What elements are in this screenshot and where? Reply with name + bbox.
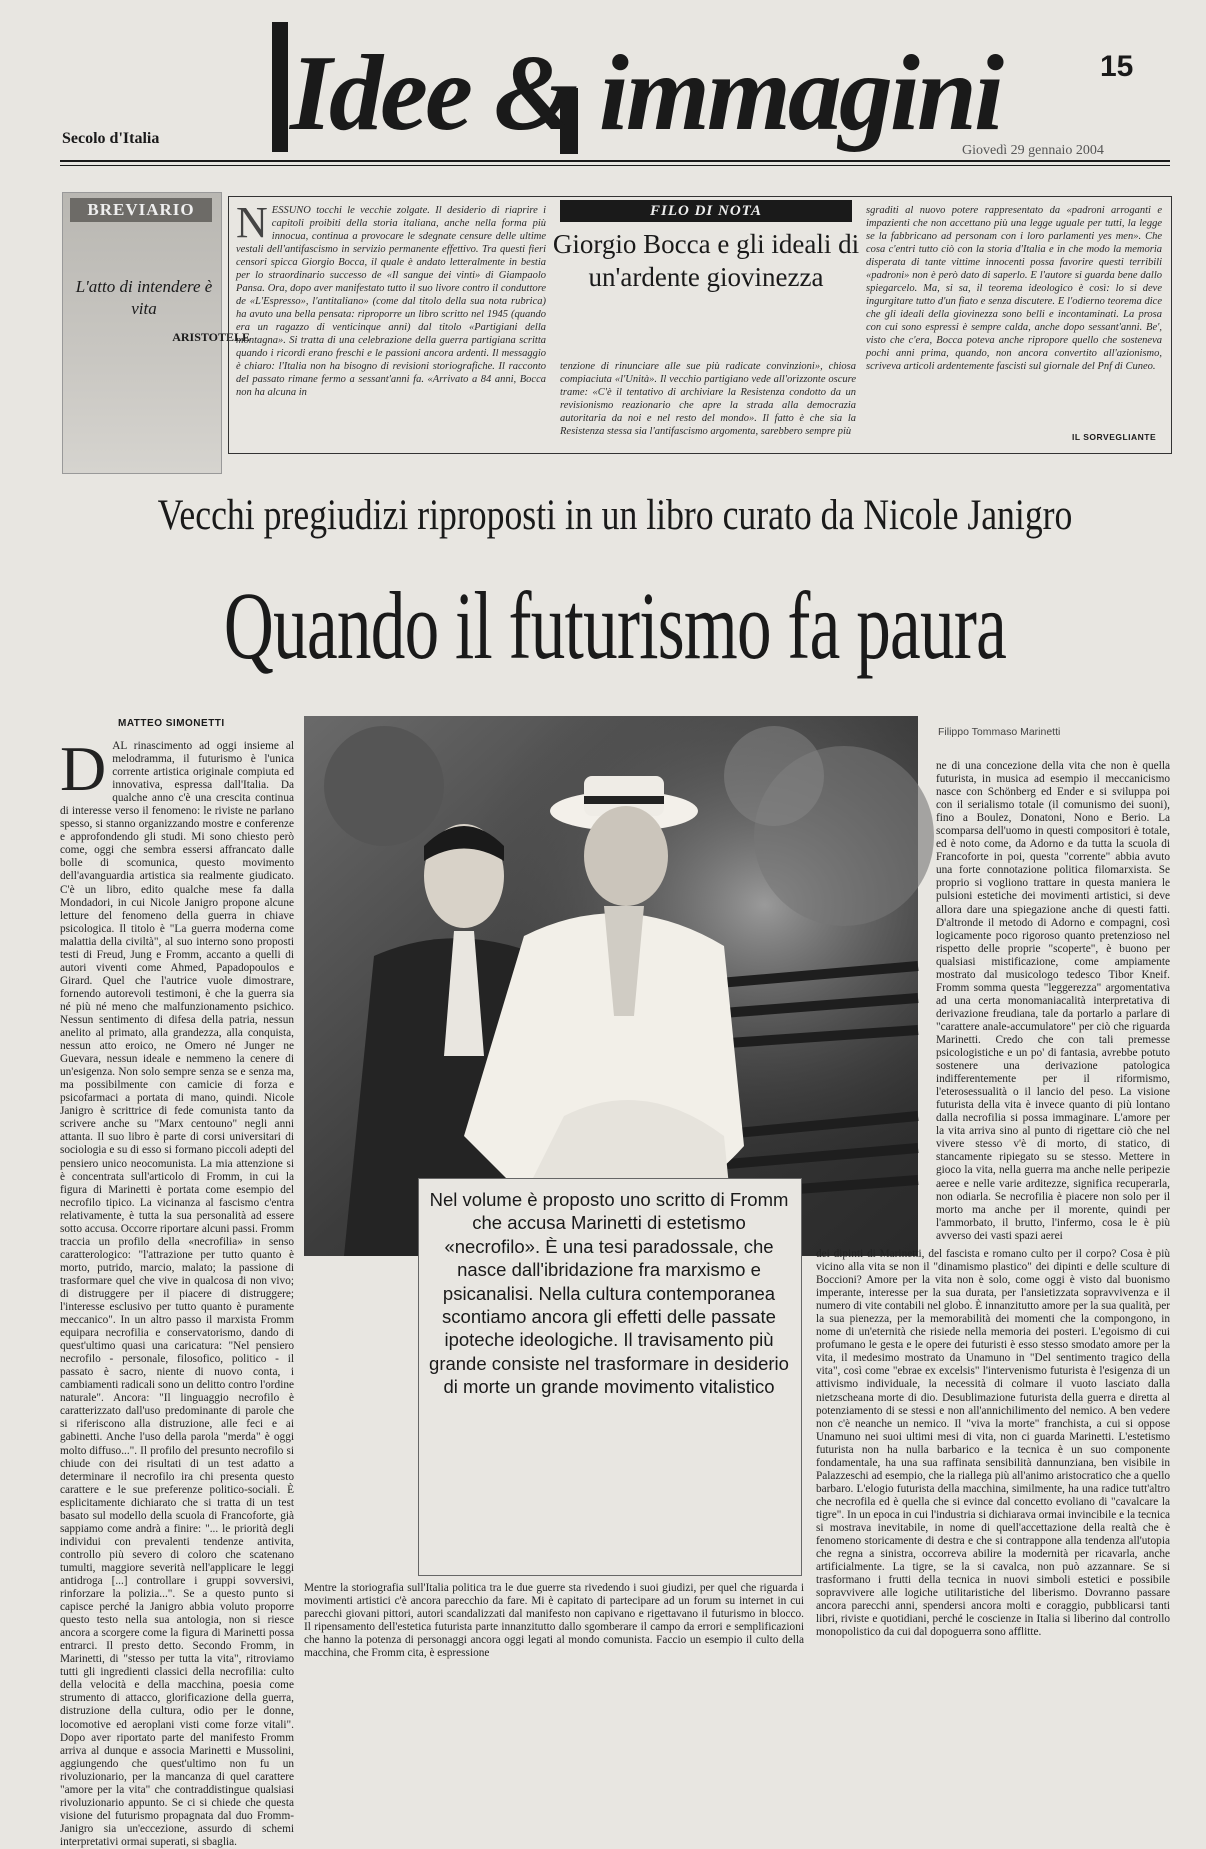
nota-column-2: tenzione di rinunciare alle sue più radicate convinzioni», chiosa compiaciuta «l'Unità». Il vecchio partigiano vede all'orizzonte oscure trame: «C'è il tentativo di archiviare la Resistenza condotto da un revisionismo reazionario che apre la strada alla democrazia autoritaria da noi e nel resto del mondo». Il fatto è che sia la Resistenza stessa sia l'antifascismo argomenta, sarebbero sempre più [560,361,856,437]
nota-column-1 [236,198,546,424]
breviario-label: BREVIARIO [70,198,212,222]
breviario-quote: L'atto di intendere è vita [75,277,213,318]
photo-caption: Filippo Tommaso Marinetti [938,726,1061,738]
nota-label: FILO DI NOTA [560,200,852,222]
nota-dropcap: N [236,198,268,247]
nota-column-1-text: ESSUNO tocchi le vecchie zolgate. Il desiderio di riaprire i capitoli proibiti della storia italiana, anche nella forma più innocua, continua a provocare le sdegnate censure delle ultime vestali dell'antifascismo in servizio permanente effettivo. Tra questi fieri censori spicca Giorgio Bocca, il quale è andato letteralmente in bestia per lo straordinario successo de «Il sangue dei vinti» di Giampaolo Pansa. Ora, dopo aver manifestato tutto il suo livore contro il conduttore de «L'Espresso», l'antitaliano» (come dal titolo della sua nota rubrica) ha avuto una bella pensata: riproporre un libro scritto nel 1945 (quando era un ragazzo di venticinque anni) dal titolo «Partigiani della montagna». Si tratta di una celebrazione della guerra partigiana scritta quando i ricordi erano freschi e le passioni ancora ardenti. Il messaggio è chiaro: l'Italia non ha bisogno di revisioni storiografiche. Il racconto del passato rimane fermo a sessant'anni fa. «Arrivato a 84 anni, Bocca non ha alcuna in [236,205,546,398]
masthead-bar-left [272,22,288,152]
breviario-author: ARISTOTELE [172,330,250,344]
article-column-3: ne di una concezione della vita che non è quella futurista, in musica ad esempio il meccanicismo nasce con Schönberg ed Ender e si sviluppa poi con il serialismo totale (il comunismo dei suoni), fino a Boulez, Donatoni, Nono e Berio. La scomparsa dell'uomo in questi compositori è totale, ed è noto come, da Adorno e da tutta la scuola di Francoforte in poi, questa "corrente" abbia avuto una forte connotazione politica filomarxista. Se proprio si vogliono trattare in questa maniera le pulsioni estetiche dei movimenti artistici, si deve allora dare una spiegazione anche di questi fatti. D'altronde il metodo di Adorno e compagni, così logicamente poco rigoroso quanto pretenzioso nel rispetto delle proprie "scoperte", è buono per qualsiasi mistificazione, come ampiamente mostrato dal musicologo tedesco Tibor Kneif. Fromm somma questa "leggerezza" argomentativa ad una certa monomaniacalità interpretativa di derivazione freudiana, tale da portarlo a parlare di "carattere anale-accumulatore" per ciò che riguarda Marinetti. Credo che con tali premesse psicologistiche e un po' di fantasia, avrebbe potuto sostenere una derivazione patologica indifferentemente per il riformismo, l'eterosessualità o il lancio del peso. La visione futurista della vita è invece quanto di più lontano dalla necrofilia si possa immaginare. L'amore per la vita arriva sino al punto di rigettare ciò che nel vivere stesso v'è di morto, di statico, di stancamente ripiegato su se stesso. Mettere in gioco la vita, nella guerra ma anche nelle peripezie aeree e nelle varie arditezze, significa recuperarla, non odiarla. Se necrofilia è piacere non solo per il morto ma anche per il morente, quindi per l'ammorbato, il brutto, l'infermo, cosa le è più avverso dei vasti spazi aerei [936,760,1170,1242]
pull-quote: Nel volume è proposto uno scritto di Fromm che accusa Marinetti di estetismo «necrofilo». È una tesi paradossale, che nasce dall'ibridazione fra marxismo e psicanalisi. Nella cultura contemporanea scontiamo ancora gli effetti delle passate ipoteche ideologiche. Il travisamento più grande consiste nel trasformare in desiderio di morte un grande movimento vitalistico [429,1189,789,1398]
article-byline: MATTEO SIMONETTI [118,718,225,729]
article-headline: Quando il futurismo fa paura [223,572,1007,679]
paper-name: Secolo d'Italia [62,130,160,147]
nota-signature: IL SORVEGLIANTE [1072,432,1157,442]
article-column-middle: Mentre la storiografia sull'Italia politica tra le due guerre sta rivedendo i suoi giudizi, per quel che riguarda i movimenti artistici c'è ancora parecchio da fare. Mi è capitato di partecipare ad un forum su internet in cui parecchi giovani pittori, autori scandalizzati dal manifesto non capivano e rigettavano il futurismo in blocco. Il ripensamento dell'estetica futurista parte innanzitutto dallo sgomberare il campo da errori e semplificazioni che hanno la potenza di personaggi ancora oggi legati al mondo comunista. Faccio un esempio il culto della macchina, che Fromm cita, è espressione [304,1582,804,1660]
nota-title: Giorgio Bocca e gli ideali di un'ardente giovinezza [552,229,860,292]
page-number: 15 [1100,50,1134,83]
masthead-rule-thin [60,165,1170,166]
marinetti-photo [304,716,918,1256]
nota-column-3: sgraditi al nuovo potere rappresentato da «padroni arroganti e impazienti che non accettano più una legge uguale per tutti, la legge se la fabbricano ad personam con i loro parlamenti yes men». Che cosa c'entri tutto ciò con la storia d'Italia e in che modo la memoria disperata di tante vittime innocenti possa favorire questi terribili «padroni» non è però dato di saperlo. E l'autore si guarda bene dallo spiegarcelo. Ma, si sa, il teorema ideologico è così: lo si deve ingurgitare tutto d'un fiato e senza discutere. E l'odierno teorema dice che gli ideali della giovinezza sono belli e incontaminati. La prosa con cui sono espressi è sempre calda, anche dopo sessant'anni. Be', visto che c'era, Bocca poteva anche ripropore quello che sosteneva pochi anni prima, quando, non ancora convertito all'azionismo, scriveva articoli ardentemente fascisti sul giornale del Pnf di Cuneo. [866,205,1162,372]
article-column-1-text: AL rinascimento ad oggi insieme al melodramma, il futurismo è l'unica corrente artistica originale compiuta ed innovativa, espressa dall'Italia. Da qualche anno c'è una crescita continua di interesse verso il fenomeno: le riviste ne parlano spesso, si stanno organizzando mostre e conferenze e approfondendo gli studi. Mi sono chiesto però come, oggi che sembra essersi affrancato dalle bolle di scomunica, questo movimento dell'avanguardia artistica sia realmente giudicato. C'è un libro, edito qualche mese fa dalla Mondadori, in cui Nicole Janigro propone alcune letture del fenomeno della guerra in chiave psicologica. Il titolo è "La guerra moderna come malattia della civiltà", al suo interno sono proposti testi di Freud, Jung e Fromm, accanto a quelli di autori viventi come Ahmed, Papadopoulos e Girard. Quel che l'autrice vuole dimostrare, fornendo autorevoli testimoni, è che la guerra sia né più né meno che malfunzionamento psichico. Nessun sentimento di difesa della patria, nessun anelito al primato, alla grandezza, alla conquista, nessun atto eroico, ne Omero né Junger ne Guevara, nessun ideale e nemmeno la cenere di un'esigenza. Non solo sempre senza se e senza ma, ma possibilmente con camicie di forza e psicofarmaci a portata di mano, quindi. Nicole Janigro è scrittrice di fede comunista tanto da scrivere anche su "Marx centouno" negli anni attanta. Il suo libro è parte di corsi universitari di sociologia e su di esso si formano piccoli adepti del pensiero unico neocomunista. La mia attenzione si è concentrata sull'articolo di Fromm, in cui la figura di Marinetti è portata come esempio del necrofilo tipico. La vicinanza al fascismo c'entra relativamente, è tutta la sua personalità ad essere sotto accusa. Occorre riportare alcuni passi. Fromm traccia un profilo della «necrofilia» in senso caratterologico: "l'attrazione per tutto quanto è morto, putrido, marcio, malato; la passione di trasformare quel che vive in qualcosa di non vivo; di distruggere per il piacere di distruggere; l'interesse esclusivo per tutto quanto è puramente meccanico". In un altro passo il marxista Fromm equipara necrofilia e conservatorismo, dando di quest'ultimo quasi una caricatura: "Nel pensiero necrofilo - personale, filosofico, politico - il passato è sacro, niente di nuovo conta, i cambiamenti radicali sono un delitto contro l'ordine naturale". Ancora: "Il linguaggio necrofilo è caratterizzato dall'uso predominante di parole che si riferiscono alla distruzione, alle feci e ai gabinetti. Anche l'uso della parola "merda" è oggi molto diffuso...". Il profilo del presunto necrofilo si chiude con dei risultati di un test adatto a determinare il necrofilo ira chi presenta questo carattere e le sue preferenze politico-sociali. È esplicitamente dichiarato che si tratta di un test basato sul modello della scuola di Francoforte, già sappiamo come andrà a finire: "... le priorità degli individui con prevalenti tendenze antivita, controllo più severo di coloro che scatenano tumulti, maggiore severità nell'applicare le leggi antidroga [...] controllare i gruppi sovversivi, rinforzare la polizia...". Se a questo punto si capisce perché la Janigro abbia voluto proporre questo testo nella sua antologia, non si riesce ancora a scorgere come la figura di Marinetti possa entrarci. Il presto detto. Secondo Fromm, in Marinetti, di "stesso per tutta la vita", ritroviamo tutti gli ingredienti classici della necrofilia: culto della velocità e della macchina, poesia come strumento di attacco, glorificazione della guerra, distruzione della cultura, odio per le donne, locomotive ed aeroplani visti come forze vitali". Dopo aver riportato parte del manifesto Fromm arriva al dunque e associa Marinetti e Mussolini, aggiungendo che quest'ultimo non fu un rivoluzionario, per la mancanza di quel carattere "amore per la vita" che contraddistingue qualsiasi rivoluzionario appunto. Se ci si chiede che questa visione del futurismo propagnata dal duo Fromm-Janigro sia un'eccezione, assurdo di schemi interpretativi ormai superati, si sbaglia. [60,740,294,1848]
article-column-lower: dei dipinti di Marinetti, del fascista e romano culto per il corpo? Cosa è più vicino alla vita se non il "dinamismo plastico" dei dipinti e delle sculture di Boccioni? Amore per la vita non è solo, come oggi è visto dal buonismo imperante, interesse per la sua durata, per l'ansietizzata sopravvivenza e il numero di vite contabili nel globo. È innanzitutto amore per la sua qualità, per la sua pienezza, per la memorabilità dei momenti che la compongono, in nome di un'eternità che risiede nella memoria dei posteri. L'egoismo di cui profumano le gesta e le opere dei futuristi è esso stesso smodato amore per la vita, il medesimo mostrato da Unamuno in "Del sentimento tragico della vita", così come "ebrae ex excelsis" l'intervenismo futurista è l'esigenza di un attivismo individuale, la necessità di colmare il vuoto lasciato dalla nietzscheana morte di dio. Desublimazione futurista della guerra e diretta al potenziamento di se stessi e non all'annichilimento del nemico. A ben vedere non c'è neanche un nemico. Il "viva la morte" franchista, a cui si oppose Unamuno nei suoi ultimi mesi di vita, non ci guarda Marinetti. L'estetismo futurista non ha nulla barbarico e la tecnica è un suo componente fondamentale, ha una sua raffinata sensibilità dannunziana, ben visibile in Palazzeschi ad esempio, che la riallega più all'animo aristocratico che a quello barbaro. L'elogio futurista della macchina, similmente, ha una radice tutt'altro che necrofila ed è quella che si evince dal concetto evoliano di "cavalcare la tigre". In un epoca in cui l'industria si dichiarava ormai invincibile e la tecnica si mostrava inevitabile, in nome di quell'accettazione della realtà che è fenomeno storicamente di destra e che si contrappone alla tendenza all'utopia che regna a sinistra, occorreva abilire la modernità per ricavarla, anche artificialmente. La tigre, se la si cavalca, non può azzannare. Se si trasformano i frutti della tecnica in nuovi simboli estetici e possibile sopravvivere alle logiche utilitaristiche del liberismo. Dovranno passare ancora parecchi anni, spendersi ancora molti e coraggio, pubblicarsi tanti libri, riviste e quotidiani, perché le coscienze in Italia si liberino dal controllo monopolistico da cui dal dopoguerra sono afflitte. [816,1248,1170,1639]
article-column-1 [60,733,294,1848]
issue-date: Giovedì 29 gennaio 2004 [962,143,1104,158]
article-dropcap: D [60,733,107,804]
section-title: Idee & immagini [290,34,1001,153]
masthead-rule [60,160,1170,162]
article-kicker: Vecchi pregiudizi riproposti in un libro curato da Nicole Janigro [157,492,1073,539]
